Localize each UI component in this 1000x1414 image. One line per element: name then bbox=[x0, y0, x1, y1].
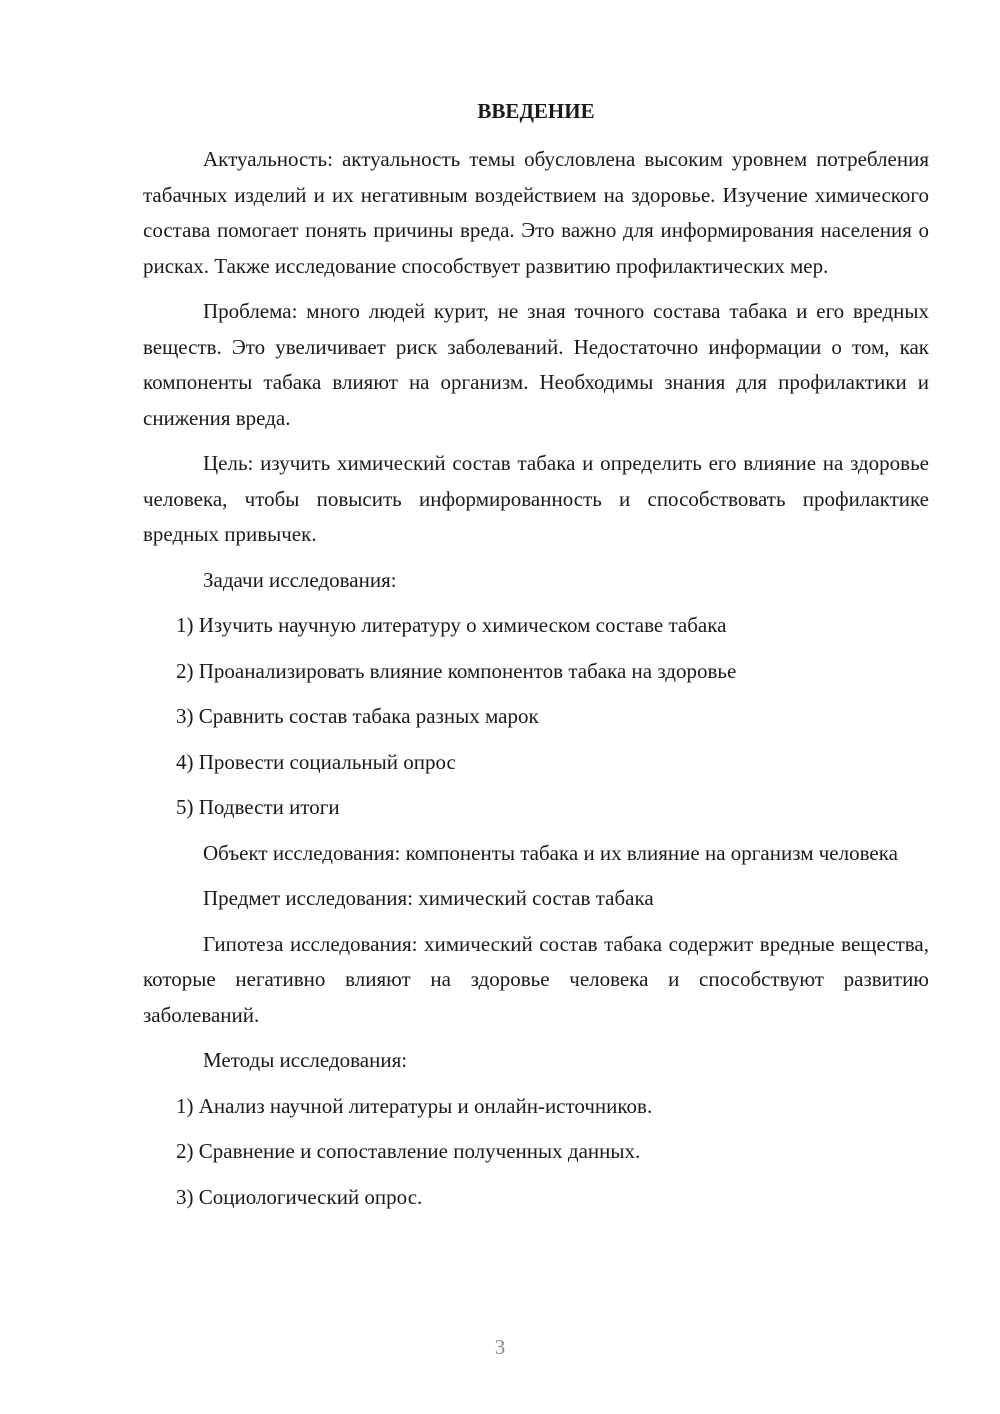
method-item: 1) Анализ научной литературы и онлайн-источников. bbox=[176, 1093, 653, 1118]
tasks-heading: Задачи исследования: bbox=[203, 567, 397, 592]
subject-paragraph: Предмет исследования: химический состав табака bbox=[203, 886, 654, 910]
task-item: 1) Изучить научную литературу о химическом составе табака bbox=[176, 613, 727, 637]
methods-heading: Методы исследования: bbox=[203, 1048, 408, 1072]
hypothesis-paragraph: Гипотеза исследования: химический состав табака содержит вредные вещества, которые негативно влияют на здоровье человека и способствуют развитию заболеваний. bbox=[143, 931, 929, 1027]
method-item: 2) Сравнение и сопоставление полученных данных. bbox=[176, 1139, 641, 1163]
task-item: 4) Провести социальный опрос bbox=[176, 749, 456, 774]
page-number: 3 bbox=[494, 1335, 506, 1359]
goal-paragraph: Цель: изучить химический состав табака и определить его влияние на здоровье человека, чтобы повысить информированность и способствовать профилактике вредных привычек. bbox=[143, 451, 929, 546]
page-title: ВВЕДЕНИЕ bbox=[477, 99, 595, 123]
task-item: 2) Проанализировать влияние компонентов табака на здоровье bbox=[176, 658, 737, 683]
document-body bbox=[143, 142, 929, 1225]
problem-paragraph: Проблема: много людей курит, не зная точного состава табака и его вредных веществ. Это увеличивает риск заболеваний. Недостаточно информации о том, как компоненты табака влияют на организм. Необходимы знания для профилактики и снижения вреда. bbox=[143, 299, 929, 430]
relevance-paragraph: Актуальность: актуальность темы обусловлена высоким уровнем потребления табачных изделий и их негативным воздействием на здоровье. Изучение химического состава помогает понять причины вреда. Это важно для информирования населения о рисках. Также исследование способствует развитию профилактических мер. bbox=[143, 147, 929, 278]
object-paragraph: Объект исследования: компоненты табака и их влияние на организм человека bbox=[203, 840, 898, 865]
task-item: 3) Сравнить состав табака разных марок bbox=[176, 704, 539, 728]
task-item: 5) Подвести итоги bbox=[176, 795, 340, 819]
method-item: 3) Социологический опрос. bbox=[176, 1184, 423, 1209]
